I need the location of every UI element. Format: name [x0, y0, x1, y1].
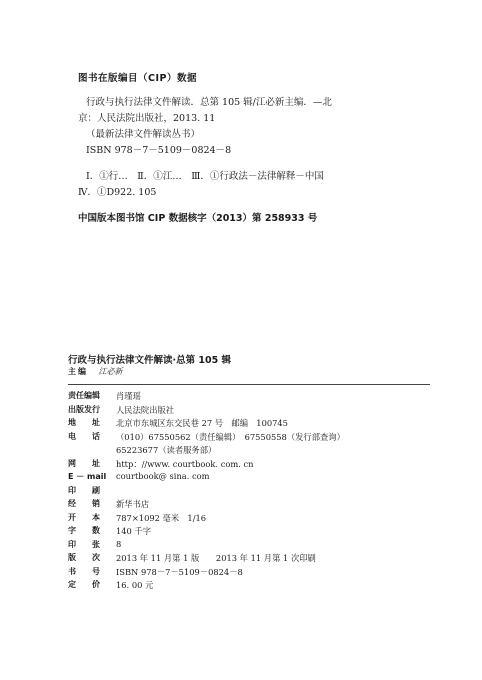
info-value: 2013 年 11 月第 1 版 2013 年 11 月第 1 次印刷 [116, 553, 316, 563]
info-value: 肖瑾瑶 [116, 391, 141, 401]
cip-line-classification: Ⅳ．①D922. 105 [78, 187, 157, 198]
info-label: 版 次 [68, 553, 100, 562]
info-label: 定 价 [68, 580, 100, 589]
info-row [68, 404, 438, 418]
book-editor [68, 366, 123, 377]
info-row [68, 390, 438, 404]
info-row [68, 485, 438, 499]
info-value: 65223677（读者服务部） [116, 445, 217, 455]
info-label: 开 本 [68, 512, 100, 522]
cip-line-series: （最新法律文件解读丛书） [86, 129, 201, 140]
info-row [68, 566, 438, 580]
info-row [68, 458, 438, 472]
info-value: 北京市东城区东交民巷 27 号 邮编 100745 [116, 418, 288, 428]
info-value: 16. 00 元 [116, 580, 154, 590]
info-row [68, 431, 438, 445]
editor-name: 江必新 [98, 367, 123, 376]
info-label: 电 话 [68, 431, 100, 441]
info-value: 新华书店 [116, 499, 150, 509]
info-label: 印 张 [68, 539, 100, 549]
info-value: 人民法院出版社 [116, 404, 175, 415]
publication-info-table [68, 390, 438, 593]
cip-heading: 图书在版编目（CIP）数据 [78, 73, 197, 84]
cip-line-title: 行政与执行法律文件解读．总第 105 辑/江必新主编．—北 [86, 97, 332, 108]
info-label: 出版发行 [68, 404, 100, 414]
cip-line-isbn: ISBN 978－7－5109－0824－8 [86, 145, 232, 156]
info-label: 地 址 [68, 418, 100, 427]
info-label: 责任编辑 [68, 391, 100, 400]
book-title: 行政与执行法律文件解读·总第 105 辑 [68, 355, 232, 366]
info-value: 8 [116, 538, 122, 549]
info-row [68, 512, 438, 526]
info-value: （010）67550562（责任编辑） 67550558（发行部查询） [116, 431, 345, 442]
info-row [68, 579, 438, 593]
info-row [68, 417, 438, 431]
info-label: E － mail [68, 472, 107, 481]
info-row [68, 444, 438, 458]
info-value: 140 千字 [116, 526, 152, 536]
info-label: 印 刷 [68, 485, 100, 495]
divider-line [68, 384, 430, 385]
info-value: ISBN 978－7－5109－0824－8 [116, 566, 243, 577]
info-label: 书 号 [68, 566, 100, 576]
cip-line-publisher: 京：人民法院出版社，2013. 11 [78, 113, 216, 124]
info-row [68, 498, 438, 512]
info-row [68, 471, 438, 485]
info-value: courtbook@ sina. com [116, 471, 210, 481]
info-row [68, 525, 438, 539]
info-row [68, 552, 438, 566]
cip-line-subjects: Ⅰ．①行… Ⅱ．①江… Ⅲ．①行政法－法律解释－中国 [86, 171, 324, 182]
info-label: 字 数 [68, 526, 100, 535]
info-label: 经 销 [68, 499, 100, 508]
cip-check-number: 中国版本图书馆 CIP 数据核字（2013）第 258933 号 [78, 213, 318, 224]
info-value: http：//www. courtbook. com. cn [116, 458, 254, 469]
info-label: 网 址 [68, 458, 100, 468]
editor-label: 主编 [68, 367, 88, 376]
info-value: 787×1092 毫米 1/16 [116, 512, 207, 523]
info-row [68, 539, 438, 553]
